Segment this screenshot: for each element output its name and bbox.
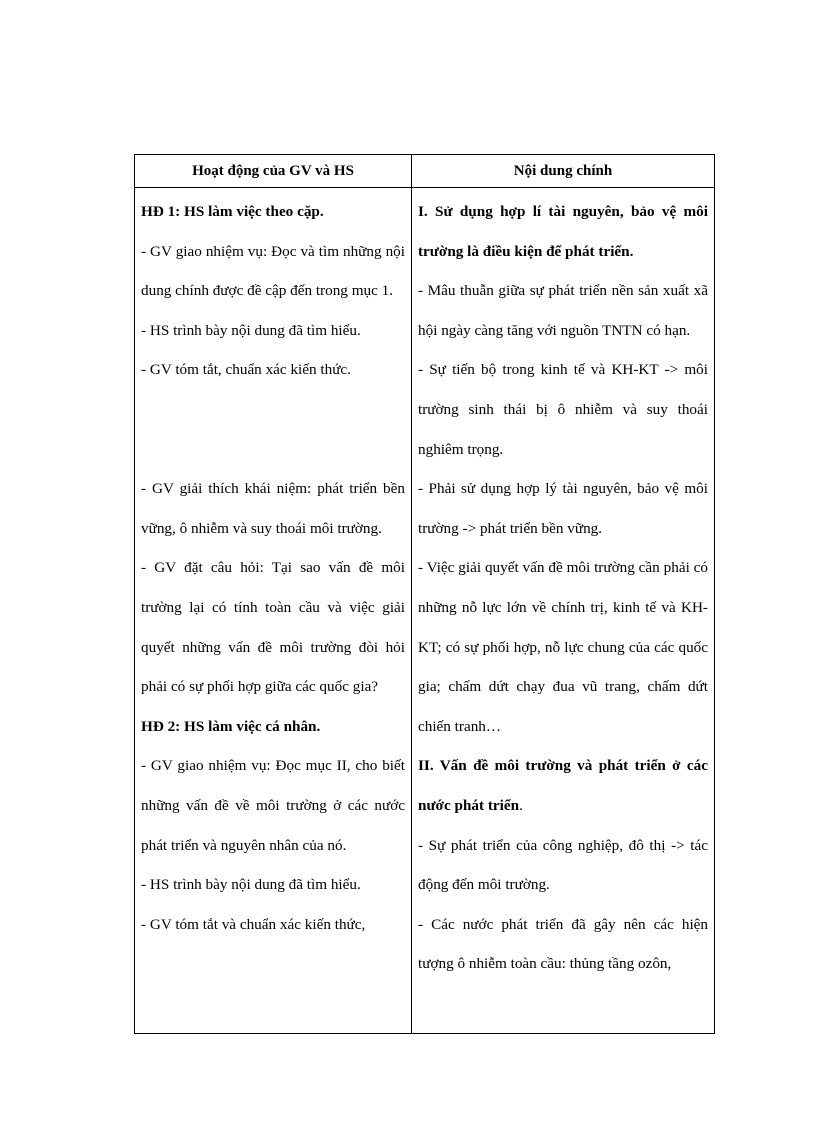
paragraph [141, 865, 405, 905]
heading-text: HĐ 2: HS làm việc cá nhân. [141, 717, 321, 735]
paragraph [418, 469, 708, 548]
paragraph [141, 548, 405, 706]
blank-line [141, 390, 405, 430]
paragraph [141, 746, 405, 865]
right-column-cell [412, 188, 715, 1034]
heading-text: I. Sử dụng hợp lí tài nguyên, bảo vệ môi trường là điều kiện để phát triển. [418, 203, 708, 260]
paragraph-text: - GV đặt câu hỏi: Tại sao vấn đề môi trường lại có tính toàn cầu và việc giải quyết những vấn đề môi trường đòi hỏi phải có sự phối hợp giữa các quốc gia? [141, 559, 405, 696]
paragraph-text: - Phải sử dụng hợp lý tài nguyên, bảo vệ môi trường -> phát triển bền vững. [418, 480, 708, 537]
paragraph-text: - GV tóm tắt, chuẩn xác kiến thức. [141, 361, 351, 379]
paragraph-text: - GV tóm tắt và chuẩn xác kiến thức, [141, 915, 366, 933]
paragraph [418, 826, 708, 905]
header-main-content: Nội dung chính [412, 155, 715, 188]
table-row [135, 188, 715, 1034]
paragraph [141, 905, 405, 945]
paragraph-text: - Các nước phát triển đã gây nên các hiện tượng ô nhiễm toàn cầu: thủng tầng ozôn, [418, 915, 708, 973]
lesson-table [134, 154, 715, 1034]
left-column-cell [135, 188, 412, 1034]
heading-suffix: . [519, 796, 523, 814]
table-header-row [135, 155, 715, 188]
section-heading [141, 192, 405, 232]
paragraph [418, 905, 708, 984]
paragraph-text: - GV giao nhiệm vụ: Đọc mục II, cho biết những vấn đề về môi trường ở các nước phát triển và nguyên nhân của nó. [141, 757, 405, 854]
section-heading [418, 746, 708, 825]
paragraph [418, 548, 708, 746]
paragraph [141, 232, 405, 311]
paragraph [418, 350, 708, 469]
paragraph-text: - Sự tiến bộ trong kinh tế và KH-KT -> môi trường sinh thái bị ô nhiễm và suy thoái nghiêm trọng. [418, 361, 708, 458]
section-heading [418, 192, 708, 271]
paragraph-text: - Sự phát triển của công nghiệp, đô thị -> tác động đến môi trường. [418, 836, 708, 894]
paragraph [141, 350, 405, 390]
paragraph-text: - GV giao nhiệm vụ: Đọc và tìm những nội dung chính được đề cập đến trong mục 1. [141, 242, 405, 300]
heading-text: HĐ 1: HS làm việc theo cặp. [141, 203, 324, 220]
paragraph-text: - HS trình bày nội dung đã tìm hiểu. [141, 876, 361, 894]
blank-line [141, 430, 405, 470]
activities-content [141, 188, 405, 944]
paragraph [141, 469, 405, 548]
paragraph-text: - Mâu thuẫn giữa sự phát triển nền sản xuất xã hội ngày càng tăng với nguồn TNTN có hạn. [418, 282, 708, 339]
paragraph-text: - GV giải thích khái niệm: phát triển bền vững, ô nhiễm và suy thoái môi trường. [141, 480, 405, 537]
paragraph-text: - Việc giải quyết vấn đề môi trường cần phải có những nỗ lực lớn về chính trị, kinh tế và KH- KT; có sự phối hợp, nỗ lực chung của các quốc gia; chấm dứt chạy đua vũ trang, chấm dứt chiến tranh… [418, 559, 708, 735]
paragraph-text: - HS trình bày nội dung đã tìm hiểu. [141, 321, 361, 339]
header-teacher-student-activities: Hoạt động của GV và HS [135, 155, 412, 188]
paragraph [418, 271, 708, 350]
main-content [418, 188, 708, 984]
heading-text: II. Vấn đề môi trường và phát triển ở các nước phát triển [418, 757, 708, 814]
section-heading [141, 707, 405, 747]
paragraph [141, 311, 405, 351]
